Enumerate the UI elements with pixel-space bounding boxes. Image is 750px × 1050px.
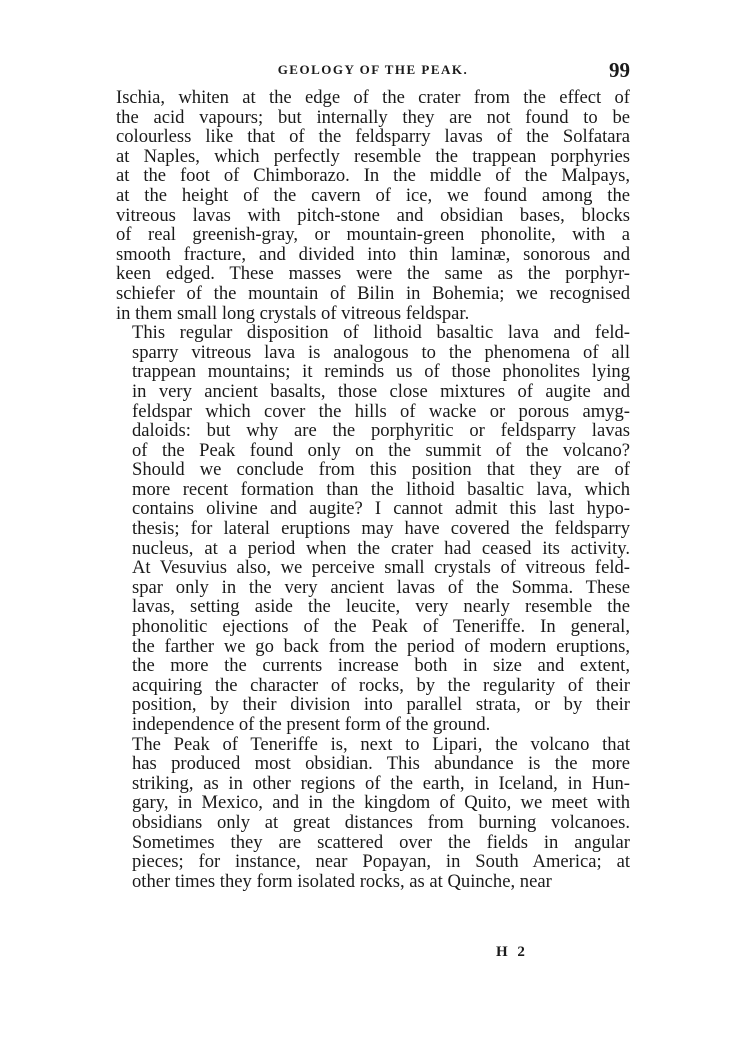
body-text (116, 88, 630, 891)
text-line: position, by their division into parallel strata, or by their (132, 694, 630, 716)
paragraph (116, 88, 630, 323)
text-line: vitreous lavas with pitch-stone and obsidian bases, blocks (116, 204, 630, 226)
text-line: lavas, setting aside the leucite, very nearly resemble the (132, 596, 630, 618)
text-line: smooth fracture, and divided into thin laminæ, sonorous and (116, 243, 630, 265)
text-line: colourless like that of the feldsparry lavas of the Solfatara (116, 126, 630, 148)
text-line: Sometimes they are scattered over the fields in angular (132, 831, 630, 853)
text-line: nucleus, at a period when the crater had ceased its activity. (132, 537, 630, 559)
signature-mark: H 2 (496, 944, 528, 960)
running-title: GEOLOGY OF THE PEAK. (277, 62, 469, 77)
text-line: of the Peak found only on the summit of the volcano? (132, 439, 630, 461)
text-line: obsidians only at great distances from burning volcanoes. (132, 811, 630, 833)
text-line: At Vesuvius also, we perceive small crystals of vitreous feld- (132, 557, 630, 579)
paragraph (116, 735, 630, 892)
page-number: 99 (609, 58, 630, 82)
running-head (116, 60, 630, 82)
text-line: acquiring the character of rocks, by the regularity of their (132, 674, 630, 696)
text-line: The Peak of Teneriffe is, next to Lipari, the volcano that (132, 733, 630, 755)
text-line: sparry vitreous lava is analogous to the phenomena of all (132, 341, 630, 363)
text-line: the more the currents increase both in size and extent, (132, 655, 630, 677)
text-line: in very ancient basalts, those close mixtures of augite and (132, 380, 630, 402)
text-line: trappean mountains; it reminds us of those phonolites lying (132, 361, 630, 383)
text-line: This regular disposition of lithoid basaltic lava and feld- (132, 322, 630, 344)
text-line: schiefer of the mountain of Bilin in Bohemia; we recognised (116, 282, 630, 304)
text-line: pieces; for instance, near Popayan, in South America; at (132, 851, 630, 873)
text-line: thesis; for lateral eruptions may have covered the feldsparry (132, 518, 630, 540)
text-line: at Naples, which perfectly resemble the trappean porphyries (116, 145, 630, 167)
text-line: feldspar which cover the hills of wacke or porous amyg- (132, 400, 630, 422)
text-line: phonolitic ejections of the Peak of Teneriffe. In general, (132, 616, 630, 638)
text-line: spar only in the very ancient lavas of the Somma. These (132, 576, 630, 598)
text-line: at the height of the cavern of ice, we found among the (116, 184, 630, 206)
text-line: has produced most obsidian. This abundance is the more (132, 753, 630, 775)
text-line: contains olivine and augite? I cannot admit this last hypo- (132, 498, 630, 520)
text-line: keen edged. These masses were the same as the porphyr- (116, 263, 630, 285)
text-line: of real greenish-gray, or mountain-green phonolite, with a (116, 224, 630, 246)
text-line: other times they form isolated rocks, as at Quinche, near (132, 870, 552, 892)
text-line: the farther we go back from the period of modern eruptions, (132, 635, 630, 657)
paragraph (116, 323, 630, 734)
text-line: more recent formation than the lithoid basaltic lava, which (132, 478, 630, 500)
text-line: striking, as in other regions of the earth, in Iceland, in Hun- (132, 772, 630, 794)
text-line: Should we conclude from this position that they are of (132, 459, 630, 481)
text-line: the acid vapours; but internally they are not found to be (116, 106, 630, 128)
text-line: in them small long crystals of vitreous feldspar. (116, 302, 470, 324)
text-line: Ischia, whiten at the edge of the crater from the effect of (116, 87, 630, 108)
text-line: independence of the present form of the ground. (132, 714, 491, 735)
text-line: daloids: but why are the porphyritic or feldsparry lavas (132, 420, 630, 442)
text-line: gary, in Mexico, and in the kingdom of Quito, we meet with (132, 792, 630, 814)
text-line: at the foot of Chimborazo. In the middle of the Malpays, (116, 165, 630, 187)
